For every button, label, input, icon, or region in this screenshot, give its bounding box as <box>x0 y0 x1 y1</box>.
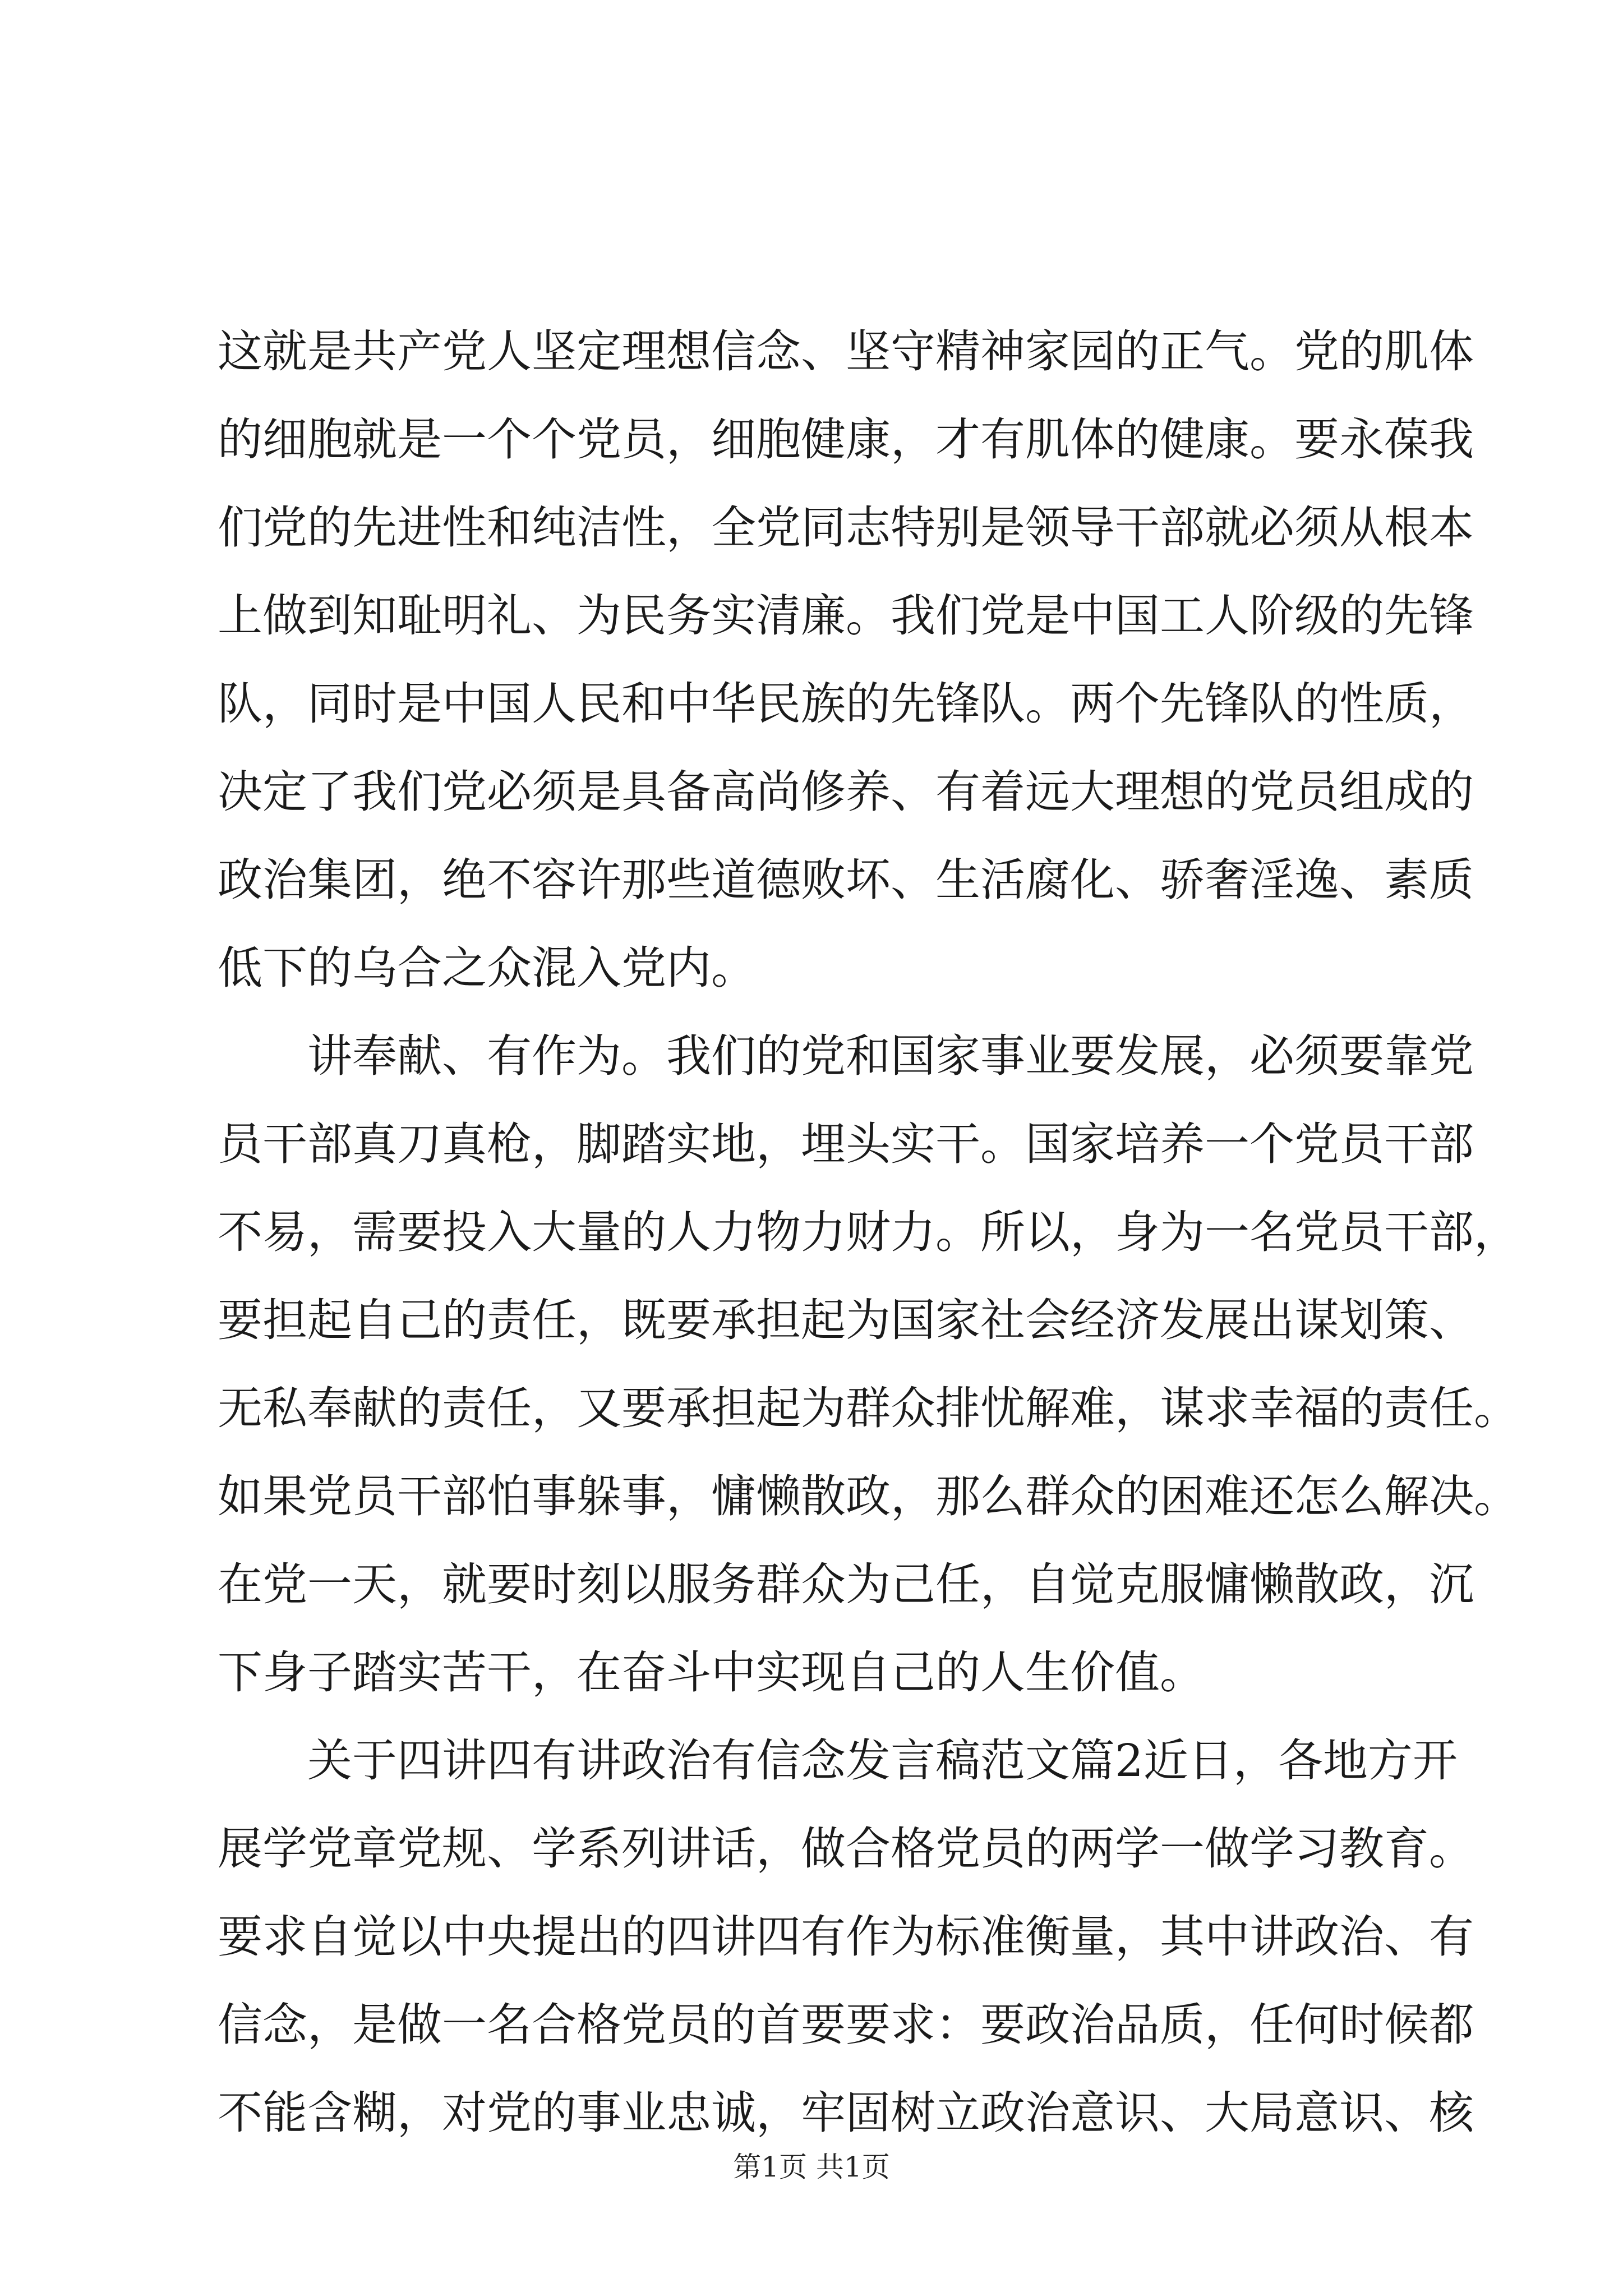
text-line: 讲奉献、有作为。我们的党和国家事业要发展，必须要靠党 <box>218 1030 1474 1082</box>
text-line: 展学党章党规、学系列讲话，做合格党员的两学一做学习教育。 <box>218 1823 1474 1875</box>
text-line: 上做到知耻明礼、为民务实清廉。我们党是中国工人阶级的先锋 <box>218 590 1474 642</box>
text-line: 不能含糊，对党的事业忠诚，牢固树立政治意识、大局意识、核 <box>218 2087 1474 2139</box>
text-line: 的细胞就是一个个党员，细胞健康，才有肌体的健康。要永葆我 <box>218 413 1474 466</box>
text-line: 政治集团，绝不容许那些道德败坏、生活腐化、骄奢淫逸、素质 <box>218 854 1474 906</box>
text-line: 在党一天，就要时刻以服务群众为己任，自觉克服慵懒散政，沉 <box>218 1558 1474 1611</box>
document-body <box>218 307 1519 2157</box>
text-line: 关于四讲四有讲政治有信念发言稿范文篇2近日，各地方开 <box>218 1734 1458 1787</box>
text-line: 这就是共产党人坚定理想信念、坚守精神家园的正气。党的肌体 <box>218 325 1474 378</box>
page-footer: 第1页 共1页 <box>733 2151 890 2183</box>
text-line: 要求自觉以中央提出的四讲四有作为标准衡量，其中讲政治、有 <box>218 1911 1474 1963</box>
text-line: 们党的先进性和纯洁性，全党同志特别是领导干部就必须从根本 <box>218 501 1474 554</box>
text-line: 下身子踏实苦干，在奋斗中实现自己的人生价值。 <box>218 1646 1205 1699</box>
text-line: 无私奉献的责任，又要承担起为群众排忧解难，谋求幸福的责任。 <box>218 1382 1519 1434</box>
text-line: 队，同时是中国人民和中华民族的先锋队。两个先锋队的性质， <box>218 678 1474 730</box>
text-line: 不易，需要投入大量的人力物力财力。所以，身为一名党员干部， <box>218 1206 1519 1258</box>
text-line: 员干部真刀真枪，脚踏实地，埋头实干。国家培养一个党员干部 <box>218 1118 1474 1170</box>
text-line: 要担起自己的责任，既要承担起为国家社会经济发展出谋划策、 <box>218 1294 1474 1346</box>
text-line: 低下的乌合之众混入党内。 <box>218 942 756 994</box>
text-line: 如果党员干部怕事躲事，慵懒散政，那么群众的困难还怎么解决。 <box>218 1470 1519 1522</box>
text-line: 决定了我们党必须是具备高尚修养、有着远大理想的党员组成的 <box>218 766 1474 818</box>
text-line: 信念，是做一名合格党员的首要要求：要政治品质，任何时候都 <box>218 1999 1474 2051</box>
